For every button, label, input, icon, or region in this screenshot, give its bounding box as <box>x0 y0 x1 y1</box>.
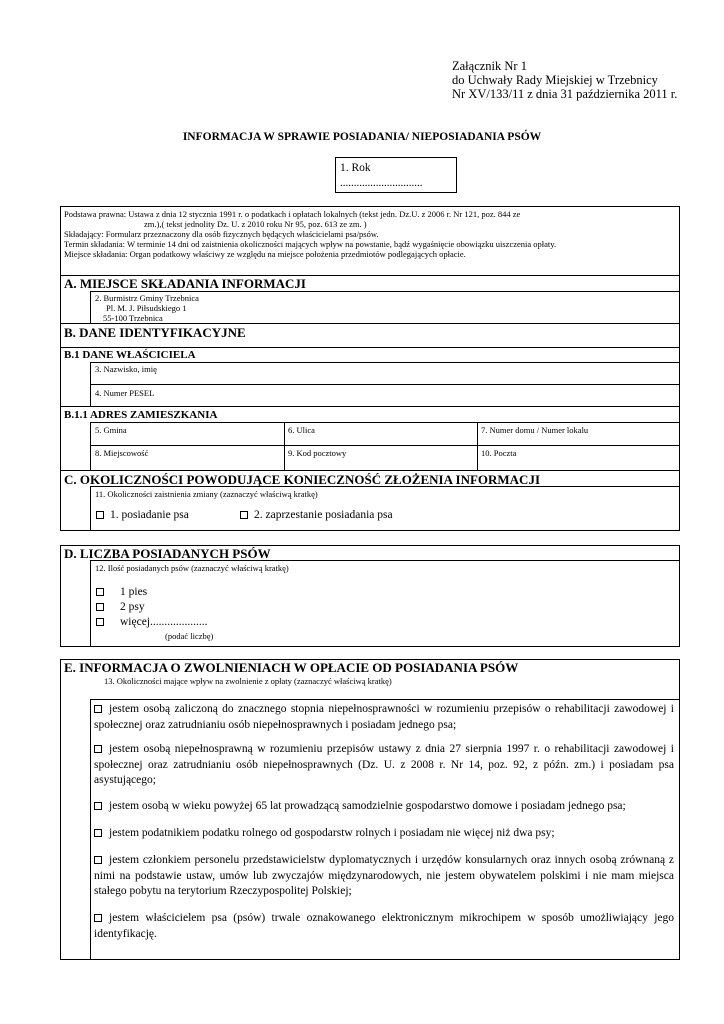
field-12-label: 12. Ilość posiadanych psów (zaznaczyć właściwą kratkę) <box>95 563 289 573</box>
rok-box[interactable] <box>335 157 457 193</box>
form-title: INFORMACJA W SPRAWIE POSIADANIA/ NIEPOSIADANIA PSÓW <box>182 131 542 143</box>
field-5-gmina[interactable]: 5. Gmina <box>95 425 127 435</box>
exemption-3-text: jestem osobą w wieku powyżej 65 lat prowadzącą samodzielnie gospodarstwo domowe i posiadam jednego psa; <box>109 800 626 812</box>
option-stop-owning-dog-label: 2. zaprzestanie posiadania psa <box>254 509 393 521</box>
exemption-5-text: jestem członkiem personelu przedstawicielstw dyplomatycznych i urzędów konsularnych oraz innych osobą zrównaną z nimi na podstawie ustaw, umów lub zwyczajów międzynarodowych, nie jestem obywatelem polskimi i nie mam miejsca stałego pobytu na terytorium Rzeczypospolitej Polskiej; <box>94 854 674 897</box>
checkbox-icon[interactable] <box>94 829 102 837</box>
checkbox-icon[interactable] <box>96 618 104 626</box>
legal-line-3: Składający: Formularz przeznaczony dla osób fizycznych będących właścicielami psa/psów. <box>64 229 379 239</box>
option-two-dogs-label: 2 psy <box>120 601 145 613</box>
option-more-dogs-label: więcej.................... <box>120 616 208 628</box>
option-owning-dog[interactable] <box>96 509 189 521</box>
exemption-4-text: jestem podatnikiem podatku rolnego od gospodarstw rolnych i posiadam nie więcej niż dwa psy; <box>109 827 555 839</box>
attachment-line-1: Załącznik Nr 1 <box>452 59 527 73</box>
option-owning-dog-label: 1. posiadanie psa <box>110 509 189 521</box>
attachment-line-2: do Uchwały Rady Miejskiej w Trzebnicy <box>452 73 658 87</box>
section-e-heading: E. INFORMACJA O ZWOLNIENIACH W OPŁACIE OD POSIADANIA PSÓW <box>64 660 519 675</box>
exemption-3[interactable] <box>94 799 674 815</box>
option-stop-owning-dog[interactable] <box>240 509 393 521</box>
attachment-line-3: Nr XV/133/11 z dnia 31 października 2011 r. <box>452 87 678 101</box>
field-7-house-number[interactable]: 7. Numer domu / Numer lokalu <box>481 425 589 435</box>
checkbox-icon[interactable] <box>94 802 102 810</box>
checkbox-icon[interactable] <box>96 588 104 596</box>
office-name: 2. Burmistrz Gminy Trzebnica <box>95 293 199 303</box>
checkbox-icon[interactable] <box>94 745 102 753</box>
rok-value: .............................. <box>340 177 423 189</box>
exemption-6-text: jestem właścicielem psa (psów) trwale oznakowanego elektronicznym mikrochipem w sposób umożliwiający jego identyfikację. <box>94 912 674 940</box>
exemption-1-text: jestem osobą zaliczoną do znacznego stopnia niepełnosprawności w rozumieniu przepisów o rehabilitacji zawodowej i społecznej oraz zatrudnianiu osób niepełnosprawnych i posiadam jednego psa; <box>94 703 674 731</box>
option-one-dog[interactable] <box>96 586 147 598</box>
rok-label: 1. Rok <box>340 162 371 174</box>
exemption-2-text: jestem osobą niepełnosprawną w rozumieniu przepisów ustawy z dnia 27 sierpnia 1997 r. o rehabilitacji zawodowej i społecznej oraz zatrudnianiu osób niepełnosprawnych (Dz. U. z 2008 r. Nr 14, poz. 92, z późn. zm.) i posiadam psa asystującego; <box>94 743 674 786</box>
legal-line-5: Miejsce składania: Organ podatkowy właściwy ze względu na miejsce położenia przedmiotów podlegających opłacie. <box>64 249 466 259</box>
field-4-pesel[interactable]: 4. Numer PESEL <box>95 388 155 398</box>
field-9-postcode[interactable]: 9. Kod pocztowy <box>288 448 347 458</box>
field-11-label: 11. Okoliczności zaistnienia zmiany (zaznaczyć właściwą kratkę) <box>95 489 318 499</box>
section-b1-heading: B.1 DANE WŁAŚCICIELA <box>64 349 196 361</box>
section-a-heading: A. MIEJSCE SKŁADANIA INFORMACJI <box>64 276 306 291</box>
section-d-heading: D. LICZBA POSIADANYCH PSÓW <box>64 546 271 561</box>
legal-basis <box>64 209 556 259</box>
section-b-heading: B. DANE IDENTYFIKACYJNE <box>64 325 246 340</box>
office-address <box>95 293 199 323</box>
section-b11-heading: B.1.1 ADRES ZAMIESZKANIA <box>64 409 218 421</box>
attachment-header <box>452 59 677 101</box>
field-3-name[interactable]: 3. Nazwisko, imię <box>95 364 157 374</box>
exemption-1[interactable] <box>94 702 674 733</box>
field-8-city[interactable]: 8. Miejscowość <box>95 448 149 458</box>
checkbox-icon[interactable] <box>94 856 102 864</box>
option-one-dog-label: 1 pies <box>120 586 148 598</box>
checkbox-icon[interactable] <box>94 914 102 922</box>
field-6-ulica[interactable]: 6. Ulica <box>288 425 315 435</box>
legal-line-2: zm.),( tekst jednolity Dz. U. z 2010 roku Nr 95, poz. 613 ze zm. ) <box>144 219 367 229</box>
option-two-dogs[interactable] <box>96 601 145 613</box>
exemption-6[interactable] <box>94 911 674 942</box>
legal-line-1: Podstawa prawna: Ustawa z dnia 12 stycznia 1991 r. o podatkach i opłatach lokalnych (tekst jedn. Dz.U. z 2006 r. Nr 121, poz. 844 ze <box>64 209 521 219</box>
option-more-dogs[interactable] <box>96 616 208 628</box>
legal-line-4: Termin składania: W terminie 14 dni od zaistnienia okoliczności mających wpływ na powstanie, bądź wygaśnięcie obowiązku uiszczenia opłaty. <box>64 239 557 249</box>
checkbox-icon[interactable] <box>96 511 104 519</box>
checkbox-icon[interactable] <box>96 603 104 611</box>
field-13-label: 13. Okoliczności mające wpływ na zwolnienie z opłaty (zaznaczyć właściwą kratkę) <box>104 676 392 686</box>
exemption-2[interactable] <box>94 742 674 789</box>
checkbox-icon[interactable] <box>94 705 102 713</box>
field-10-post-office[interactable]: 10. Poczta <box>481 448 517 458</box>
office-postcode: 55-100 Trzebnica <box>103 313 163 323</box>
checkbox-icon[interactable] <box>240 511 248 519</box>
office-street: Pl. M. J. Piłsudskiego 1 <box>106 303 187 313</box>
count-hint: (podać liczbę) <box>165 631 214 641</box>
section-c-heading: C. OKOLICZNOŚCI POWODUJĄCE KONIECZNOŚĆ ZŁOŻENIA INFORMACJI <box>64 472 541 487</box>
exemption-4[interactable] <box>94 826 674 842</box>
exemption-5[interactable] <box>94 853 674 900</box>
